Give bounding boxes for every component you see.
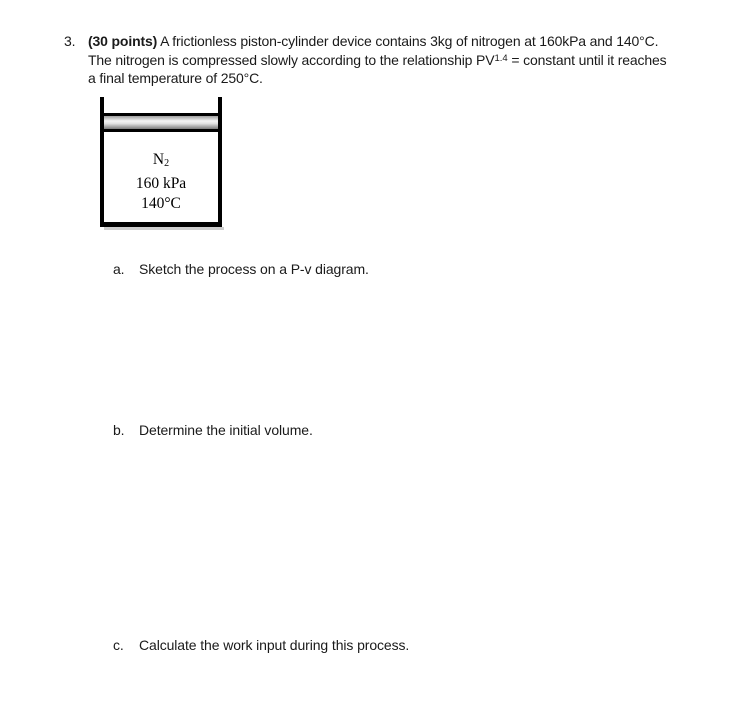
statement-line2-pre: The nitrogen is compressed slowly according to the relationship PV [88,52,495,68]
cylinder-right-wall [218,97,222,227]
cylinder-shadow [104,227,224,230]
question-b-label: b. [113,422,125,438]
question-b [113,422,313,438]
statement-line3: a final temperature of 250°C. [88,70,263,86]
gas-subscript: 2 [164,158,170,169]
question-a-label: a. [113,261,125,277]
statement-line2-post: = constant until it reaches [507,52,667,68]
question-c-label: c. [113,637,124,653]
question-a-text: Sketch the process on a P-v diagram. [139,261,369,277]
question-c [113,637,409,653]
piston [104,113,218,132]
pv-exponent: 1.4 [494,53,508,64]
gas-symbol: N [152,151,165,168]
problem-text [88,32,667,87]
points-label: (30 points) [88,33,158,49]
gas-temperature-label: 140°C [141,195,181,212]
gas-labels [104,150,218,214]
piston-cylinder-diagram [100,97,222,227]
question-a [113,261,369,277]
gas-pressure-label: 160 kPa [135,175,187,192]
statement-line1: A frictionless piston-cylinder device contains 3kg of nitrogen at 160kPa and 140°C. [160,33,659,49]
question-b-text: Determine the initial volume. [139,422,313,438]
gas-name-label [104,150,218,174]
problem-statement [64,32,667,87]
question-c-text: Calculate the work input during this process. [139,637,410,653]
problem-number: 3. [64,33,76,49]
